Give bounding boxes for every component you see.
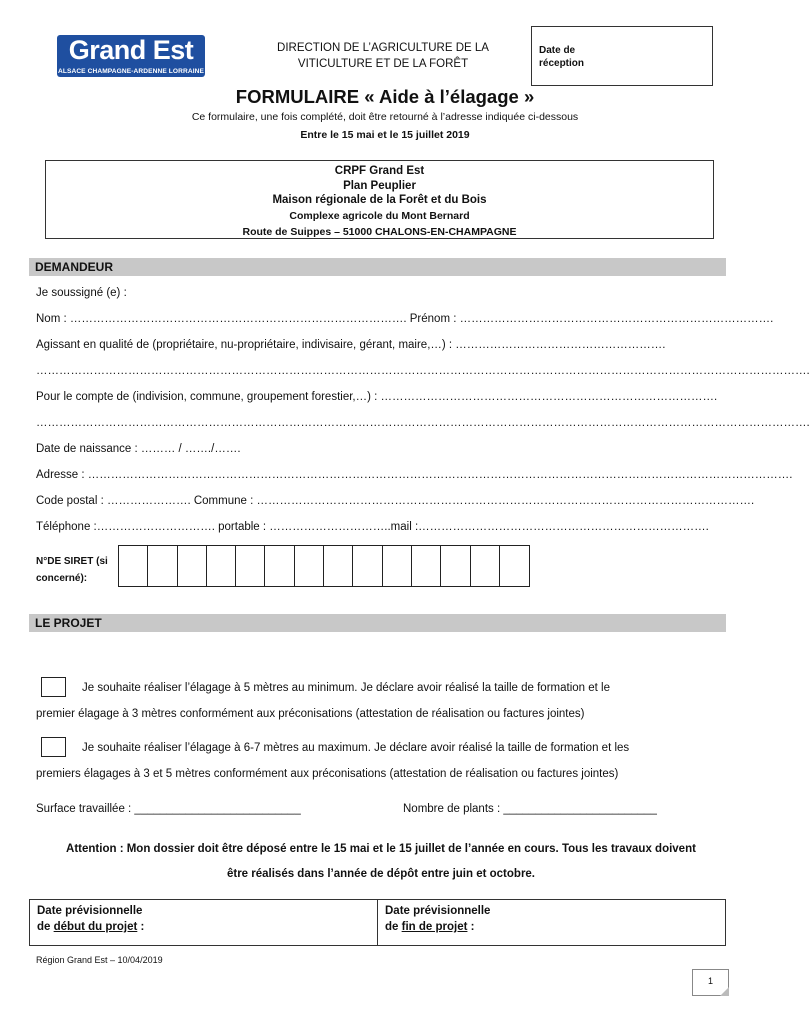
- attention-notice: [36, 837, 726, 887]
- date-naissance-field[interactable]: Date de naissance : ……… / ……./…….: [36, 443, 241, 455]
- soussigne-field[interactable]: Je soussigné (e) :: [36, 287, 127, 299]
- reception-date-box[interactable]: [531, 26, 713, 86]
- issuing-direction: [250, 40, 516, 72]
- return-address-box: [45, 160, 714, 239]
- address-line-4: Complexe agricole du Mont Bernard: [289, 209, 470, 222]
- siret-digit-cell[interactable]: [265, 546, 294, 586]
- address-line-2: Plan Peuplier: [343, 179, 416, 192]
- address-line-1: CRPF Grand Est: [334, 165, 425, 177]
- siret-digit-cell[interactable]: [178, 546, 207, 586]
- siret-digit-cell[interactable]: [500, 546, 529, 586]
- nombre-plants-field[interactable]: Nombre de plants : ________________________: [403, 803, 657, 815]
- section-projet-heading: LE PROJET: [29, 614, 726, 632]
- project-dates-table: [29, 899, 726, 946]
- end-date-underlined: fin de projet: [401, 921, 468, 933]
- siret-digit-cell[interactable]: [383, 546, 412, 586]
- start-date-sub-label: [37, 919, 370, 935]
- option-6-7m-text: [36, 735, 726, 787]
- option-6-7m-line-2: premiers élagages à 3 et 5 mètres conformément aux préconisations (attestation de réalisation ou factures jointes): [36, 768, 619, 780]
- start-date-prefix: de: [37, 921, 54, 933]
- logo-title: Grand Est: [68, 35, 194, 65]
- grand-est-logo: [57, 35, 205, 77]
- siret-digit-cell[interactable]: [471, 546, 500, 586]
- section-demandeur-heading: DEMANDEUR: [29, 258, 726, 276]
- start-date-label: Date prévisionnelle: [37, 905, 143, 917]
- attention-line-1: Attention : Mon dossier doit être déposé entre le 15 mai et le 15 juillet de l’année en cours. Tous les travaux doivent: [66, 843, 696, 855]
- siret-label-line-1: N°DE SIRET (si: [36, 556, 108, 567]
- telephone-field[interactable]: Téléphone :…………………………. portable : …………………………..mail :………………………………………………………………….: [36, 521, 709, 533]
- address-line-3: Maison régionale de la Forêt et du Bois: [272, 194, 487, 206]
- reception-label-line-2: réception: [539, 58, 585, 69]
- direction-line-2: VITICULTURE ET DE LA FORÊT: [297, 58, 469, 70]
- compte-continuation-field[interactable]: ………………………………………………………………………………………………………………………………………………………………………………….: [36, 417, 810, 429]
- siret-digit-cell[interactable]: [148, 546, 177, 586]
- start-date-underlined: début du projet: [53, 921, 138, 933]
- logo-subtitle: ALSACE CHAMPAGNE-ARDENNE LORRAINE: [57, 68, 205, 75]
- siret-digit-cell[interactable]: [207, 546, 236, 586]
- option-5m-line-2: premier élagage à 3 mètres conformément aux préconisations (attestation de réalisation ou factures jointes): [36, 708, 585, 720]
- adresse-field[interactable]: Adresse : ………………………………………………………………………………………………………………………………………………………………….: [36, 469, 793, 481]
- end-date-sub-label: [385, 919, 718, 935]
- end-date-suffix: :: [467, 921, 475, 933]
- siret-label-line-2: concerné):: [36, 573, 88, 584]
- option-6-7m-line-1: Je souhaite réaliser l’élagage à 6-7 mètres au maximum. Je déclare avoir réalisé la taille de formation et les: [82, 742, 630, 754]
- qualite-field[interactable]: Agissant en qualité de (propriétaire, nu-propriétaire, indivisaire, gérant, maire,…) : ……………………………………………….: [36, 339, 666, 351]
- siret-digit-cell[interactable]: [441, 546, 470, 586]
- reception-date-label: [539, 44, 584, 70]
- siret-digit-cell[interactable]: [295, 546, 324, 586]
- code-postal-commune-field[interactable]: Code postal : …………………. Commune : ………………………………………………………………………………………………………………….: [36, 495, 755, 507]
- siret-input-grid[interactable]: [118, 545, 530, 587]
- siret-digit-cell[interactable]: [324, 546, 353, 586]
- end-date-prefix: de: [385, 921, 402, 933]
- qualite-continuation-field[interactable]: ………………………………………………………………………………………………………………………………………………………………………………….: [36, 365, 810, 377]
- siret-digit-cell[interactable]: [412, 546, 441, 586]
- direction-line-1: DIRECTION DE L’AGRICULTURE DE LA: [277, 42, 489, 54]
- page-number: 1: [692, 969, 729, 996]
- submission-dates: Entre le 15 mai et le 15 juillet 2019: [300, 129, 470, 141]
- reception-label-line-1: Date de: [539, 45, 576, 56]
- siret-label: [36, 553, 108, 587]
- siret-digit-cell[interactable]: [353, 546, 382, 586]
- surface-field[interactable]: Surface travaillée : __________________________: [36, 803, 301, 815]
- siret-digit-cell[interactable]: [119, 546, 148, 586]
- siret-digit-cell[interactable]: [236, 546, 265, 586]
- footer-text: Région Grand Est – 10/04/2019: [36, 955, 163, 965]
- nom-prenom-field[interactable]: Nom : ……………………………………………………………………………. Prénom : ……………………………………………………………………….: [36, 313, 774, 325]
- compte-field[interactable]: Pour le compte de (indivision, commune, groupement forestier,…) : …………………………………………………………………………….: [36, 391, 718, 403]
- attention-line-2: être réalisés dans l’année de dépôt entre juin et octobre.: [226, 868, 536, 880]
- form-title: FORMULAIRE « Aide à l’élagage »: [235, 86, 535, 107]
- end-date-label: Date prévisionnelle: [385, 905, 491, 917]
- start-date-suffix: :: [137, 921, 145, 933]
- end-date-cell[interactable]: [378, 900, 725, 945]
- form-subtitle: Ce formulaire, une fois complété, doit être retourné à l’adresse indiquée ci-dessous: [191, 111, 579, 123]
- option-5m-line-1: Je souhaite réaliser l’élagage à 5 mètres au minimum. Je déclare avoir réalisé la taille de formation et le: [82, 682, 610, 694]
- option-5m-text: [36, 675, 726, 727]
- address-line-5: Route de Suippes – 51000 CHALONS-EN-CHAMPAGNE: [242, 225, 517, 238]
- start-date-cell[interactable]: [30, 900, 378, 945]
